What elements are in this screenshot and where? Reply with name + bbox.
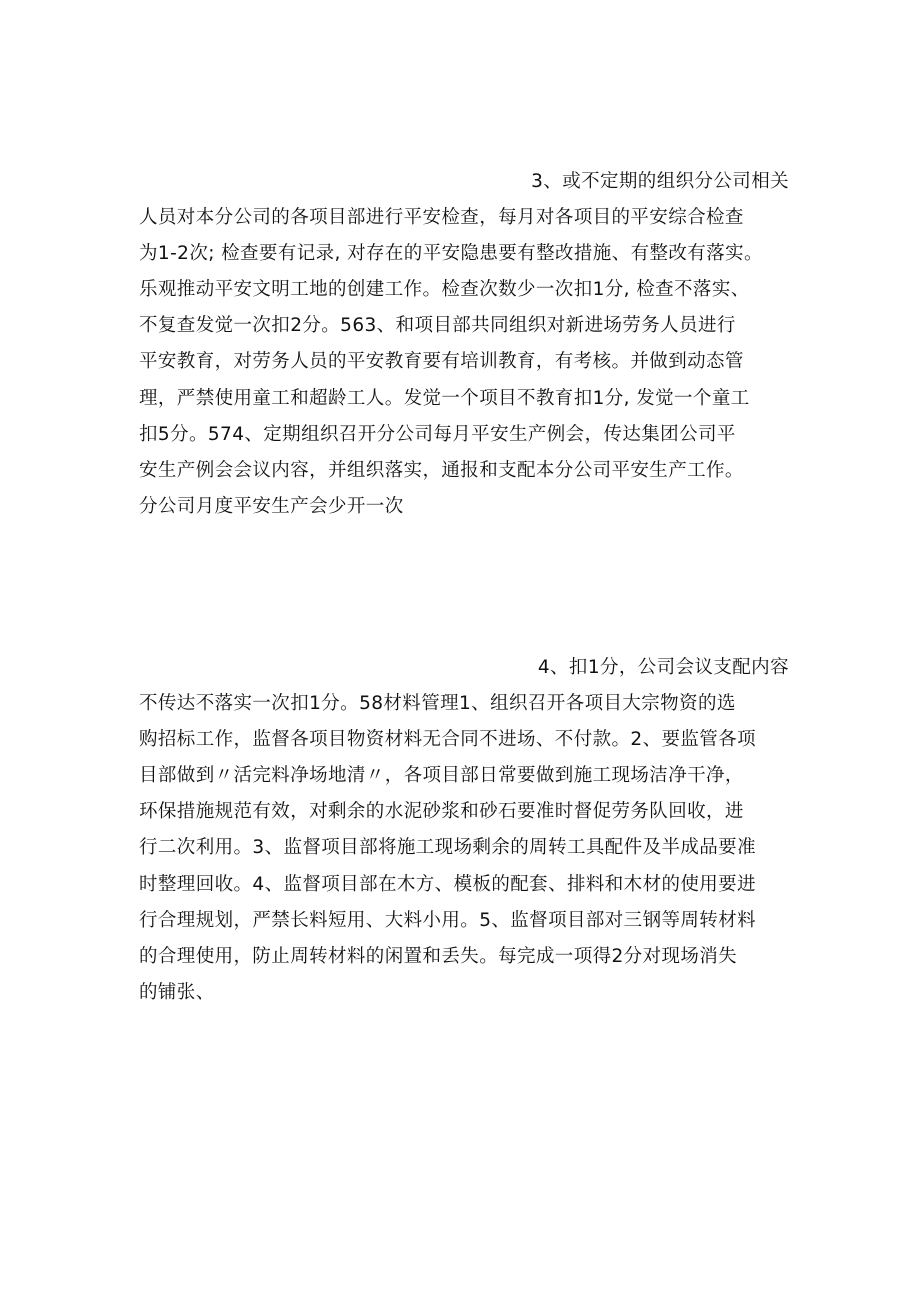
paragraph-2 <box>139 650 789 1011</box>
text-line: 3、或不定期的组织分公司相关 <box>531 171 789 192</box>
text-line: 目部做到〃活完料净场地清〃，各项目部日常要做到施工现场洁净干净， <box>139 765 744 787</box>
text-line: 平安教育，对劳务人员的平安教育要有培训教育，有考核。并做到动态管 <box>139 351 744 373</box>
text-line: 为1-2次; 检查要有记录, 对存在的平安隐患要有整改措施、有整改有落实。 <box>139 243 763 265</box>
text-line: 人员对本分公司的各项目部进行平安检查，每月对各项目的平安综合检查 <box>139 207 744 229</box>
text-line: 安生产例会会议内容，并组织落实，通报和支配本分公司平安生产工作。 <box>139 459 744 481</box>
text-line: 行合理规划，严禁长料短用、大料小用。5、监督项目部对三钢等周转材料 <box>139 909 756 931</box>
text-line: 时整理回收。4、监督项目部在木方、模板的配套、排料和木材的使用要进 <box>139 873 756 895</box>
text-line: 环保措施规范有效，对剩余的水泥砂浆和砂石要准时督促劳务队回收，进 <box>139 801 744 823</box>
text-line: 不复查发觉一次扣2分。563、和项目部共同组织对新进场劳务人员进行 <box>139 315 736 337</box>
paragraph-1 <box>139 164 789 525</box>
text-line: 4、扣1分，公司会议支配内容 <box>537 657 789 678</box>
text-line: 理，严禁使用童工和超龄工人。发觉一个项目不教育扣1分, 发觉一个童工 <box>139 387 750 409</box>
text-line: 不传达不落实一次扣1分。58材料管理1、组织召开各项目大宗物资的选 <box>139 693 736 715</box>
text-line: 乐观推动平安文明工地的创建工作。检查次数少一次扣1分, 检查不落实、 <box>139 279 750 301</box>
text-line: 的铺张、 <box>139 981 215 1003</box>
text-line: 扣5分。574、定期组织召开分公司每月平安生产例会，传达集团公司平 <box>139 423 736 445</box>
text-line: 购招标工作，监督各项目物资材料无合同不进场、不付款。2、要监管各项 <box>139 729 756 751</box>
text-line: 分公司月度平安生产会少开一次 <box>139 495 404 517</box>
text-line: 行二次利用。3、监督项目部将施工现场剩余的周转工具配件及半成品要准 <box>139 837 756 859</box>
text-line: 的合理使用，防止周转材料的闲置和丢失。每完成一项得2分对现场消失 <box>139 945 738 967</box>
